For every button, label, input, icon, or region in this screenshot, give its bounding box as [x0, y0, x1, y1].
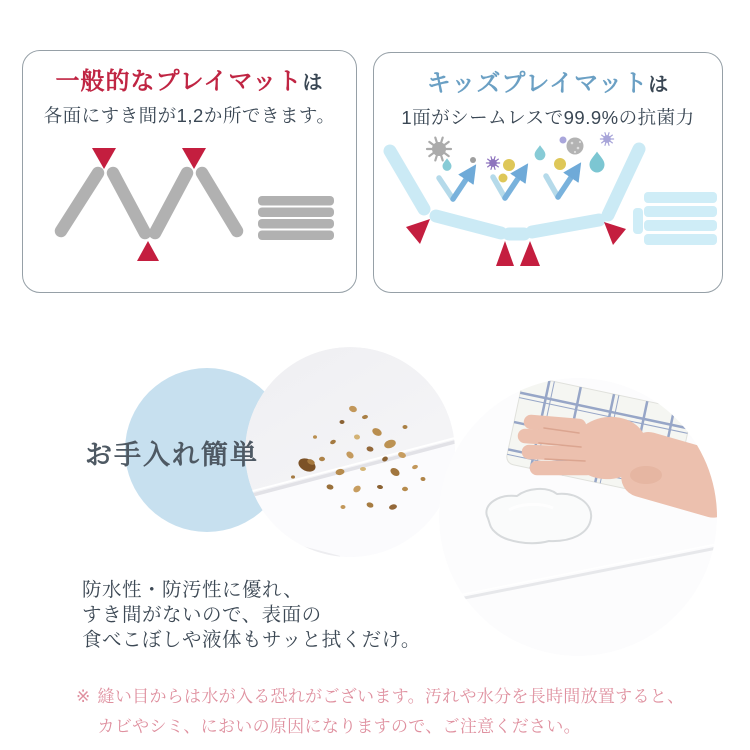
generic-mat-title-suffix: は [302, 72, 324, 94]
bounce-arrow-icons [439, 170, 576, 199]
kids-mat-title-highlight: キッズプレイマット [426, 70, 649, 97]
seam-gap-arrow-icon [520, 241, 540, 266]
germ-icon [427, 138, 451, 161]
bounce-arrow-icon [493, 171, 523, 198]
seam-gap-arrow-icon [406, 219, 430, 244]
generic-mat-panel [22, 50, 357, 293]
note-text [98, 682, 685, 742]
kids-mat-title-suffix: は [648, 74, 670, 96]
generic-mat-title-highlight: 一般的なプレイマット [55, 68, 303, 95]
kids-mat-stack-icon [633, 192, 717, 245]
seam-gap-arrow-icon [604, 222, 626, 245]
germ-icon [486, 157, 499, 170]
water-puddle [486, 489, 591, 543]
care-description-line: 防水性・防汚性に優れ、 [82, 579, 304, 601]
caution-note [76, 682, 684, 742]
crumbs-photo-circle [245, 347, 455, 557]
germ-icon [560, 137, 567, 144]
kids-mat-panel [373, 52, 723, 293]
note-line: カビやシミ、においの原因になりますので、ご注意ください。 [97, 717, 581, 736]
germ-icon [567, 138, 584, 155]
germ-icon [470, 157, 476, 163]
folded-mat-zigzag [61, 173, 237, 233]
gap-arrow-icons [92, 148, 206, 261]
wipe-photo-circle [439, 378, 717, 656]
germ-icon [554, 158, 566, 170]
note-marker: ※ [76, 687, 91, 706]
gap-arrow-icon [182, 148, 206, 169]
germ-icon [499, 174, 508, 183]
care-description-line: 食べこぼしや液体もサッと拭くだけ。 [82, 629, 421, 651]
gap-arrow-icon [137, 241, 159, 261]
folded-mat-stack-icon [258, 196, 334, 240]
germ-icon [503, 159, 515, 171]
water-drop-icon [535, 145, 546, 160]
note-line: 縫い目からは水が入る恐れがございます。汚れや水分を長時間放置すると、 [97, 687, 685, 706]
gap-arrow-icon [92, 148, 116, 169]
generic-mat-subtitle: 各面にすき間が1,2か所できます。 [43, 105, 336, 126]
germ-icon [600, 133, 613, 146]
water-drop-icon [590, 152, 605, 173]
care-heading: お手入れ簡単 [85, 440, 259, 470]
kids-mat-subtitle: 1面がシームレスで99.9%の抗菌力 [401, 107, 695, 128]
seam-gap-arrow-icon [496, 241, 514, 266]
bounce-arrow-icon [439, 172, 471, 199]
generic-mat-diagram [23, 51, 358, 294]
kids-mat-diagram [374, 53, 724, 294]
care-description-line: すき間がないので、表面の [82, 604, 322, 626]
water-drop-icon [443, 158, 452, 171]
care-description [82, 578, 421, 653]
bounce-arrow-icon [546, 170, 576, 197]
